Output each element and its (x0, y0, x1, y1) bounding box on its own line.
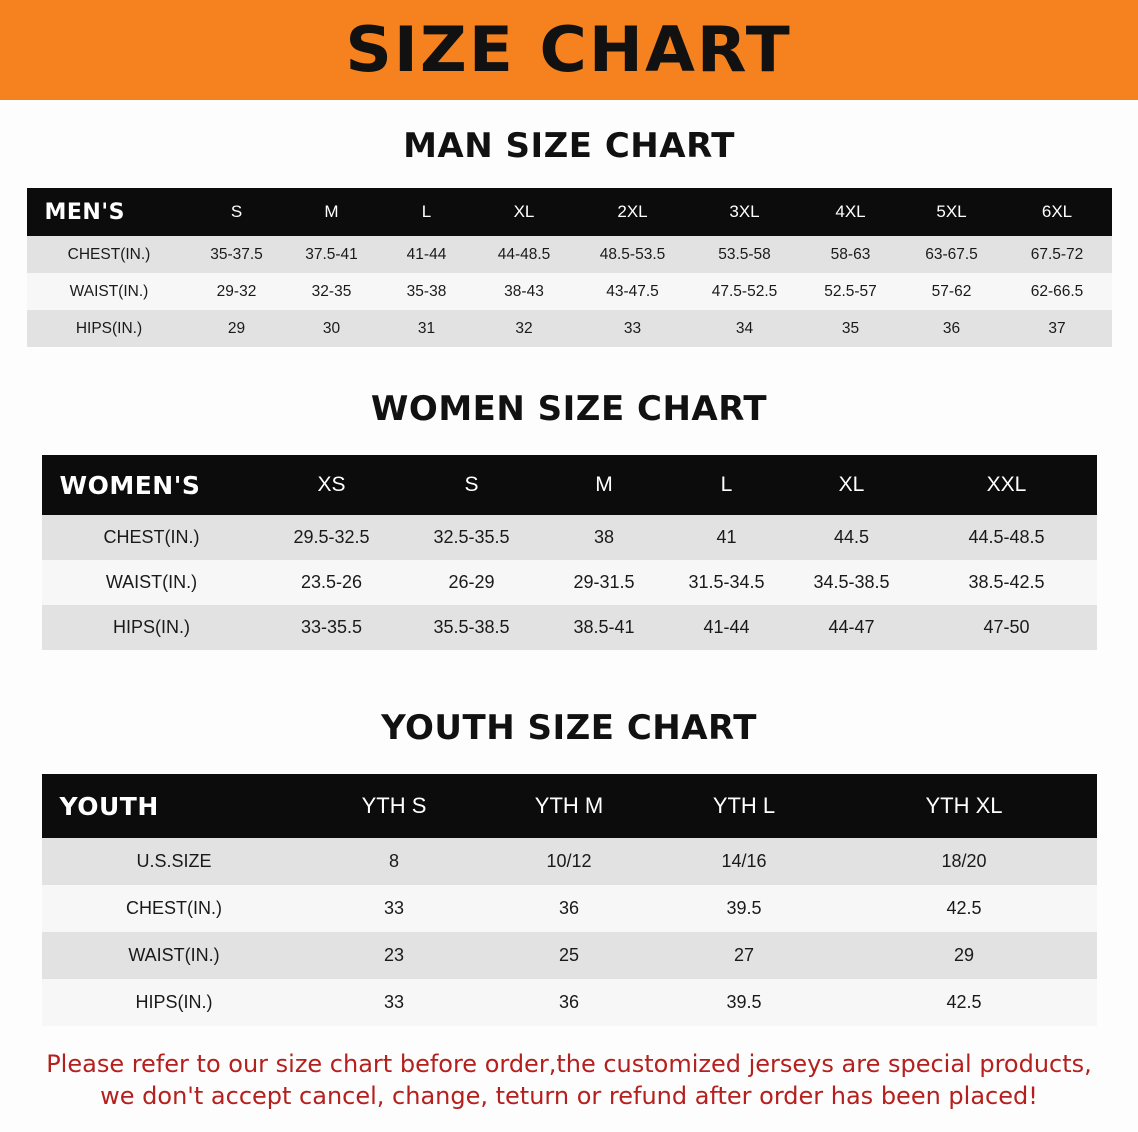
youth-cell: 33 (383, 898, 405, 918)
women-size-table (42, 455, 1097, 650)
youth-cell: 36 (558, 992, 580, 1012)
men-cell: 37.5-41 (305, 245, 358, 263)
youth-row-label: HIPS(IN.) (135, 992, 213, 1012)
women-cell: 47-50 (983, 617, 1030, 637)
youth-size-table (42, 774, 1097, 1026)
youth-header-cell: YTH XL (832, 774, 1097, 838)
table-row (42, 932, 1097, 979)
youth-cell: 42.5 (946, 898, 982, 918)
youth-cell: 23 (383, 945, 405, 965)
men-cell: 57-62 (931, 282, 972, 300)
men-size-table (27, 188, 1112, 347)
youth-cell: 36 (558, 898, 580, 918)
women-header-cell: L (667, 455, 787, 515)
men-row-label: CHEST(IN.) (67, 245, 151, 263)
men-cell: 35-37.5 (210, 245, 263, 263)
youth-cell: 39.5 (726, 898, 762, 918)
men-cell: 47.5-52.5 (711, 282, 778, 300)
men-cell: 35-38 (406, 282, 447, 300)
youth-header-label: YOUTH (42, 774, 307, 838)
women-header-label: WOMEN'S (42, 455, 262, 515)
page-banner (0, 0, 1138, 100)
man-section-title: MAN SIZE CHART (403, 126, 735, 166)
policy-note-line-2: we don't accept cancel, change, teturn or refund after order has been placed! (100, 1082, 1038, 1111)
men-cell: 32-35 (311, 282, 352, 300)
table-header-row (42, 774, 1097, 838)
page-title: SIZE CHART (345, 13, 793, 86)
men-cell: 43-47.5 (606, 282, 659, 300)
women-cell: 44-47 (828, 617, 875, 637)
youth-cell: 18/20 (941, 851, 987, 871)
women-cell: 38.5-42.5 (968, 572, 1045, 592)
men-header-cell: S (192, 188, 282, 236)
women-cell: 44.5 (833, 527, 870, 547)
women-header-cell: M (542, 455, 667, 515)
men-header-cell: L (382, 188, 472, 236)
men-cell: 32 (515, 319, 533, 337)
women-cell: 29.5-32.5 (293, 527, 370, 547)
men-cell: 33 (623, 319, 642, 337)
table-row (42, 979, 1097, 1026)
youth-header-cell: YTH L (657, 774, 832, 838)
men-cell: 67.5-72 (1030, 245, 1084, 263)
youth-cell: 33 (383, 992, 405, 1012)
women-cell: 33-35.5 (300, 617, 363, 637)
men-cell: 31 (417, 319, 436, 337)
men-header-cell: 3XL (689, 188, 801, 236)
men-header-cell: 4XL (801, 188, 901, 236)
men-cell: 63-67.5 (925, 245, 978, 263)
women-header-cell: XL (787, 455, 917, 515)
men-cell: 29 (227, 319, 246, 337)
table-row (42, 605, 1097, 650)
men-cell: 41-44 (406, 245, 447, 263)
youth-cell: 25 (558, 945, 580, 965)
women-header-cell: XS (262, 455, 402, 515)
women-cell: 41 (716, 527, 737, 547)
men-cell: 44-48.5 (497, 245, 551, 263)
men-cell: 29-32 (216, 282, 257, 300)
youth-row-label: WAIST(IN.) (128, 945, 220, 965)
table-row (27, 236, 1112, 273)
men-cell: 30 (322, 319, 341, 337)
men-header-cell: XL (472, 188, 577, 236)
men-header-cell: M (282, 188, 382, 236)
men-header-cell: 6XL (1003, 188, 1112, 236)
table-row (42, 885, 1097, 932)
youth-cell: 14/16 (721, 851, 767, 871)
men-cell: 37 (1048, 319, 1066, 337)
table-row (42, 838, 1097, 885)
table-header-row (42, 455, 1097, 515)
youth-section-title: YOUTH SIZE CHART (381, 708, 757, 748)
policy-note (40, 1048, 1098, 1113)
men-cell: 34 (735, 319, 754, 337)
men-header-cell: 2XL (577, 188, 689, 236)
table-row (27, 273, 1112, 310)
women-row-label: WAIST(IN.) (105, 572, 198, 592)
table-header-row (27, 188, 1112, 236)
women-row-label: HIPS(IN.) (112, 617, 190, 637)
men-header-cell: 5XL (901, 188, 1003, 236)
youth-cell: 39.5 (726, 992, 762, 1012)
men-cell: 48.5-53.5 (599, 245, 666, 263)
women-cell: 34.5-38.5 (813, 572, 890, 592)
women-cell: 31.5-34.5 (688, 572, 765, 592)
youth-header-cell: YTH S (307, 774, 482, 838)
men-cell: 38-43 (504, 282, 544, 300)
women-cell: 32.5-35.5 (433, 527, 510, 547)
table-row (27, 310, 1112, 347)
men-cell: 62-66.5 (1030, 282, 1084, 300)
youth-row-label: CHEST(IN.) (126, 898, 222, 918)
women-cell: 35.5-38.5 (433, 617, 510, 637)
youth-cell: 29 (953, 945, 975, 965)
table-row (42, 515, 1097, 560)
women-row-label: CHEST(IN.) (103, 527, 200, 547)
men-cell: 36 (942, 319, 961, 337)
women-cell: 26-29 (448, 572, 495, 592)
table-row (42, 560, 1097, 605)
women-cell: 41-44 (703, 617, 750, 637)
women-cell: 23.5-26 (300, 572, 363, 592)
youth-cell: 42.5 (946, 992, 982, 1012)
policy-note-line-1: Please refer to our size chart before order,the customized jerseys are special products, (46, 1050, 1092, 1078)
men-row-label: WAIST(IN.) (69, 282, 149, 300)
youth-cell: 8 (388, 851, 399, 871)
youth-cell: 27 (733, 945, 755, 965)
men-cell: 52.5-57 (824, 282, 877, 300)
men-row-label: HIPS(IN.) (75, 319, 143, 337)
women-cell: 44.5-48.5 (968, 527, 1045, 547)
men-header-label: MEN'S (27, 188, 192, 236)
youth-cell: 10/12 (546, 851, 592, 871)
men-cell: 58-63 (830, 245, 871, 263)
women-header-cell: S (402, 455, 542, 515)
women-cell: 38.5-41 (573, 617, 635, 637)
men-cell: 35 (841, 319, 860, 337)
women-header-cell: XXL (917, 455, 1097, 515)
women-section-title: WOMEN SIZE CHART (370, 389, 768, 429)
youth-header-cell: YTH M (482, 774, 657, 838)
men-cell: 53.5-58 (718, 245, 771, 263)
youth-row-label: U.S.SIZE (136, 851, 212, 871)
women-cell: 38 (593, 527, 615, 547)
women-cell: 29-31.5 (573, 572, 635, 592)
